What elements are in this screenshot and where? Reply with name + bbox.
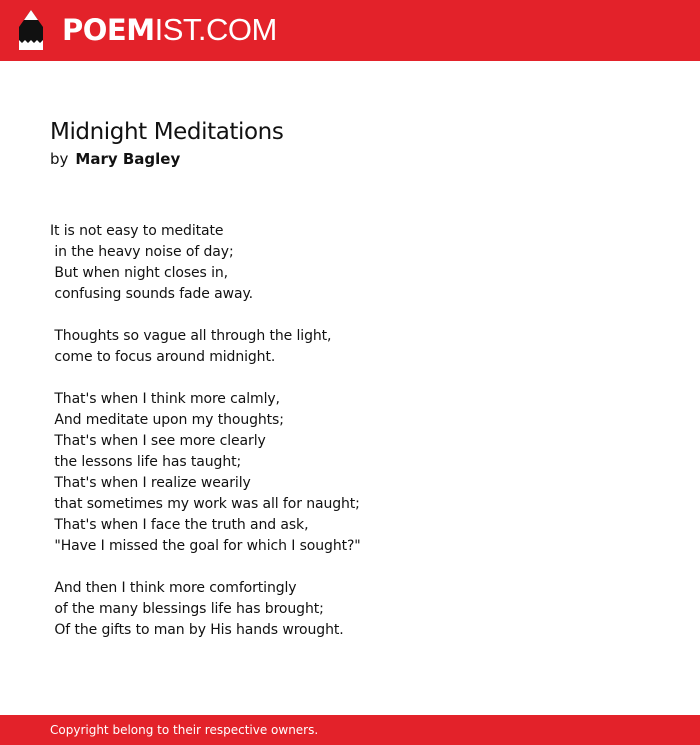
poem-text: It is not easy to meditate in the heavy noise of day; But when night closes in, confusing sounds fade away. Thoughts so vague all through the light, come to focus around midnight. That's when I think more calmly, And meditate upon my thoughts; That's when I see more clearly the lessons life has taught; That's when I realize wearily that sometimes my work was all for naught; That's when I face the truth and ask, "Have I missed the goal for which I sought?" And then I think more comfortingly of the many blessings life has brought; Of the gifts to man by His hands wrought. [50,223,361,638]
site-header [0,0,700,61]
copyright-text: Copyright belong to their respective owners. [50,723,319,737]
byline [50,149,650,169]
byline-label: by [50,150,69,168]
pencil-icon[interactable] [18,9,44,51]
page-title: Midnight Meditations [50,119,284,145]
logo-bold-text: POEM [62,13,155,47]
poem-content [50,118,650,641]
site-logo[interactable] [62,13,277,47]
site-footer [0,715,700,745]
logo-light-text: IST.COM [154,12,277,47]
author-name: Mary Bagley [75,150,181,168]
